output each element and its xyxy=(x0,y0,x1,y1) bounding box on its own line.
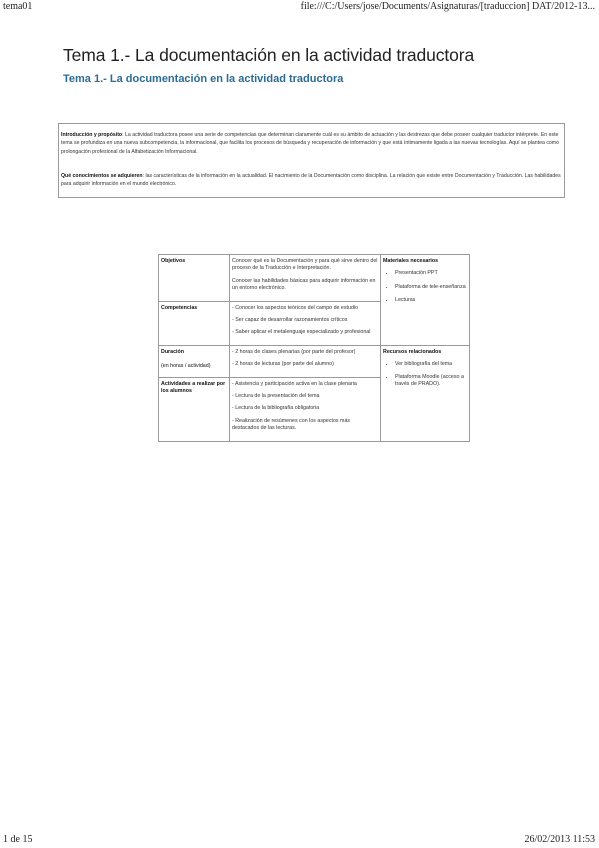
course-info-table xyxy=(158,254,470,442)
intro-label: Introducción y propósito xyxy=(61,132,123,138)
knowledge-label: Qué conocimientos se adquieren xyxy=(61,172,143,179)
competencia-item: - Conocer los aspectos teóricos del campo de estudio xyxy=(232,304,359,311)
competencias-label: Competencias xyxy=(159,301,230,345)
objetivos-content xyxy=(230,255,381,302)
duracion-item: - 2 horas de clases plenarias (por parte del profesor) xyxy=(232,348,356,355)
actividad-item: - Realización de resúmenes con los aspectos más destacados de las lecturas. xyxy=(232,417,351,432)
recursos-list xyxy=(383,361,467,388)
actividad-item: - Lectura de la bibliografía obligatoria xyxy=(232,405,320,412)
competencia-item: - Ser capaz de desarrollar razonamientos críticos xyxy=(232,317,348,324)
recursos-cell xyxy=(381,345,470,441)
actividad-item: - Asistencia y participación activa en la clase plenaria xyxy=(232,380,357,387)
intro-text: : La actividad traductora posee una serie de competencias que determinan claramente cuál es su ámbito de actuación y las destrezas que debe poseer cualquier traductor intérprete. En este tema se profundiza en una nueva subcompetencia, la informacional, que facilita los procesos de búsqueda y recuperación de información y que está íntimamente ligada a las nuevas tecnologías. Aquí se plantea como prolongación profesional de la Alfabetización Informacional. xyxy=(61,132,560,155)
actividades-content xyxy=(230,377,381,441)
print-footer-date: 26/02/2013 11:53 xyxy=(524,834,595,845)
intro-box xyxy=(58,123,565,198)
duracion-sublabel: (en horas / actividad) xyxy=(161,363,211,370)
list-item: • Presentación PPT xyxy=(395,270,467,277)
knowledge-text: : las características de la información en la actualidad. El nacimiento de la Documentación como disciplina. La relación que existe entre Documentación y Traducción. Las habilidades para adquirir información en el mundo electrónico. xyxy=(61,172,561,188)
knowledge-paragraph xyxy=(61,172,562,189)
duracion-label: Duración xyxy=(161,348,184,355)
list-item: • Ver bibliografía del tema xyxy=(395,361,467,368)
objetivo-item: Conocer las habilidades básicas para adquirir información en un entorno electrónico. xyxy=(232,277,376,292)
materiales-cell xyxy=(381,255,470,346)
duracion-item: - 2 horas de lecturas (por parte del alumno) xyxy=(232,361,334,368)
materiales-list xyxy=(383,270,467,304)
actividades-label: Actividades a realizar por los alumnos xyxy=(159,377,230,441)
print-header-title: tema01 xyxy=(3,1,33,12)
print-header-url: file:///C:/Users/jose/Documents/Asignaturas/[traduccion] DAT/2012-13... xyxy=(300,1,595,12)
objetivo-item: Conocer qué es la Documentación y para qué sirve dentro del proceso de la Traducción e Interpretación. xyxy=(232,258,378,272)
competencia-item: - Saber aplicar el metalenguaje especializado y profesional xyxy=(232,329,371,336)
list-item: • Plataforma de tele-enseñanza xyxy=(395,284,467,291)
recursos-label: Recursos relacionados xyxy=(383,348,442,355)
list-item: • Plataforma Moodle (acceso a través de PRADO). xyxy=(395,374,467,389)
materiales-label: Materiales necesarios xyxy=(383,258,439,264)
list-item: • Lecturas xyxy=(395,297,467,304)
competencias-content xyxy=(230,301,381,345)
intro-paragraph xyxy=(61,131,562,156)
objetivos-label: Objetivos xyxy=(159,255,230,302)
actividad-item: - Lectura de la presentación del tema xyxy=(232,393,320,400)
table-row xyxy=(159,345,470,377)
table-row xyxy=(159,255,470,302)
page-title: Tema 1.- La documentación en la actividad traductora xyxy=(63,45,475,65)
print-footer-page: 1 de 15 xyxy=(3,834,33,845)
duracion-content xyxy=(230,345,381,377)
page-subtitle: Tema 1.- La documentación en la actividad traductora xyxy=(63,73,344,85)
duracion-cell xyxy=(159,345,230,377)
